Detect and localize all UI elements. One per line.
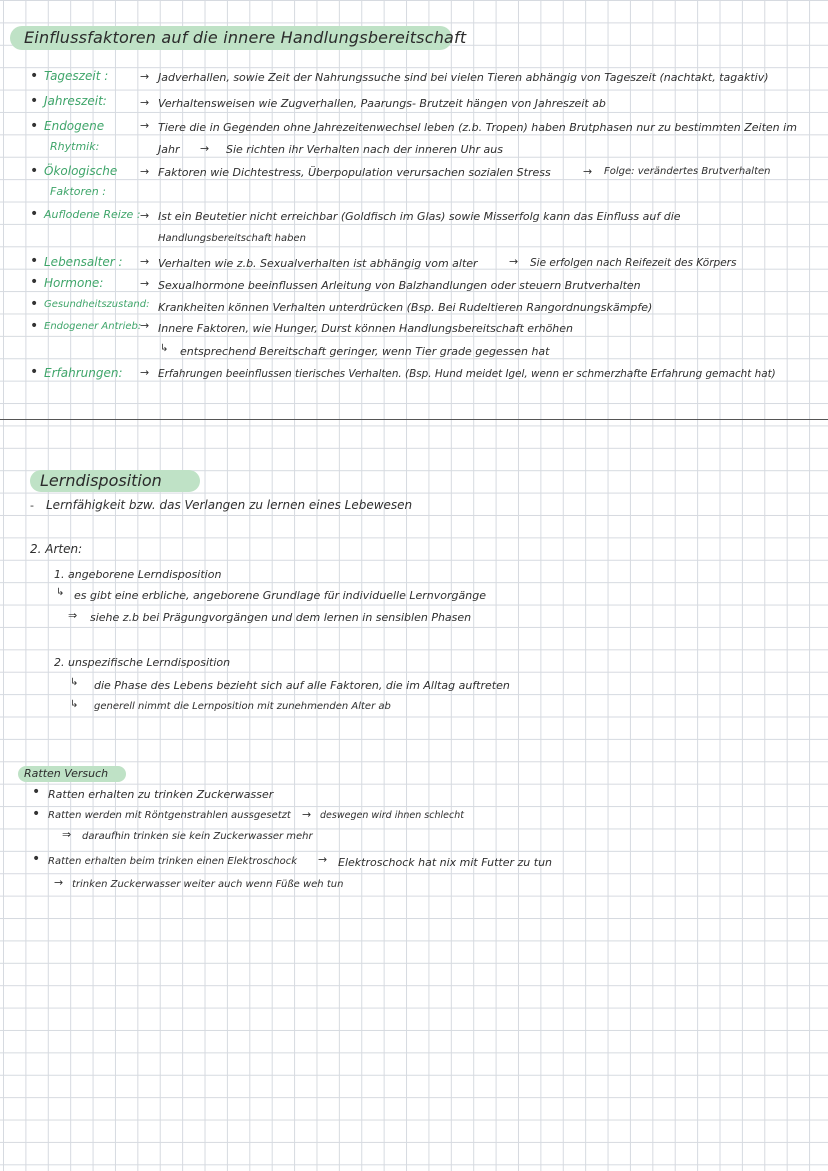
section-title: Einflussfaktoren auf die innere Handlungsbereitschaft xyxy=(24,28,467,47)
line-text: Elektroschock hat nix mit Futter zu tun xyxy=(338,856,553,869)
factor-text: Krankheiten können Verhalten unterdrücken (Bsp. Bei Rudeltieren Rangordnungskämpfe) xyxy=(158,301,653,314)
definition-text: Lernfähigkeit bzw. das Verlangen zu lernen eines Lebewesen xyxy=(46,498,413,512)
arrow-icon: → xyxy=(140,165,150,178)
arrow-icon: → xyxy=(318,853,328,866)
section-divider xyxy=(0,419,828,420)
double-arrow-icon: ⇒ xyxy=(68,609,78,622)
arrow-icon: → xyxy=(140,366,150,379)
factor-text: Verhaltensweisen wie Zugverhallen, Paarungs- Brutzeit hängen von Jahreszeit ab xyxy=(158,97,606,110)
factor-text: Tiere die in Gegenden ohne Jahrezeitenwechsel leben (z.b. Tropen) haben Brutphasen nur zu bestimmten Zeiten im xyxy=(158,121,797,134)
factor-text-cont: Jahr xyxy=(158,143,180,156)
factor-text-cont: Handlungsbereitschaft haben xyxy=(158,233,306,244)
line-text: Ratten erhalten zu trinken Zuckerwasser xyxy=(48,788,274,801)
line-text: deswegen wird ihnen schlecht xyxy=(320,810,464,821)
factor-term: Jahreszeit: xyxy=(44,94,107,108)
bullet-dot: • xyxy=(30,206,39,222)
factor-text: Faktoren wie Dichtestress, Überpopulation verursachen sozialen Stress xyxy=(158,166,551,179)
section-title-highlight xyxy=(18,766,126,782)
arrow-icon: → xyxy=(583,165,593,178)
section-title-highlight xyxy=(30,470,200,492)
factor-text-after: Folge: verändertes Brutverhalten xyxy=(604,166,771,177)
subheading: 1. angeborene Lerndisposition xyxy=(54,568,222,581)
bullet-dot: • xyxy=(30,364,39,380)
line-text: Ratten werden mit Röntgenstrahlen aussgesetzt xyxy=(48,810,291,821)
factor-term: Auflodene Reize : xyxy=(44,208,141,221)
bullet-dot: • xyxy=(30,253,39,269)
factor-text: Erfahrungen beeinflussen tierisches Verhalten. (Bsp. Hund meidet Igel, wenn er schmerzhafte Erfahrung gemacht hat) xyxy=(158,368,776,380)
factor-term: Gesundheitszustand: xyxy=(44,299,150,310)
section-title: Lerndisposition xyxy=(40,471,162,490)
factor-term: Erfahrungen: xyxy=(44,366,123,380)
bullet-dot: • xyxy=(32,806,41,822)
dash-bullet: - xyxy=(30,499,34,512)
line-text: die Phase des Lebens bezieht sich auf alle Faktoren, die im Alltag auftreten xyxy=(94,679,510,692)
arrow-icon: → xyxy=(140,319,150,332)
return-arrow-icon: ↳ xyxy=(160,343,169,354)
bullet-dot: • xyxy=(30,93,39,109)
factor-term-cont: Faktoren : xyxy=(50,185,106,198)
factor-term: Endogene xyxy=(44,119,105,133)
bullet-dot: • xyxy=(30,118,39,134)
line-text: es gibt eine erbliche, angeborene Grundlage für individuelle Lernvorgänge xyxy=(74,589,486,602)
subheading: 2. unspezifische Lerndisposition xyxy=(54,656,231,669)
line-text: Ratten erhalten beim trinken einen Elektroschock xyxy=(48,856,298,867)
double-arrow-icon: ⇒ xyxy=(62,828,72,841)
return-arrow-icon: ↳ xyxy=(70,677,79,688)
bullet-dot: • xyxy=(32,784,41,800)
line-text: siehe z.b bei Prägungvorgängen und dem lernen in sensiblen Phasen xyxy=(90,611,472,624)
factor-term: Ökologische xyxy=(44,164,118,178)
bullet-dot: • xyxy=(32,851,41,867)
arrow-icon: → xyxy=(140,255,150,268)
arrow-icon: → xyxy=(140,119,150,132)
section-title: Ratten Versuch xyxy=(24,767,109,780)
factor-text: Jadverhallen, sowie Zeit der Nahrungssuche sind bei vielen Tieren abhängig von Tageszeit (nachtakt, tagaktiv) xyxy=(158,71,769,84)
line-text: generell nimmt die Lernposition mit zunehmenden Alter ab xyxy=(94,701,391,712)
arrow-icon: → xyxy=(200,142,210,155)
arten-heading: 2. Arten: xyxy=(30,542,83,556)
factor-text: Verhalten wie z.b. Sexualverhalten ist abhängig vom alter xyxy=(158,257,478,270)
arrow-icon: → xyxy=(140,277,150,290)
bullet-dot: • xyxy=(30,68,39,84)
factor-text-after: Sie erfolgen nach Reifezeit des Körpers xyxy=(530,257,737,269)
arrow-icon: → xyxy=(302,808,312,821)
line-text: daraufhin trinken sie kein Zuckerwasser mehr xyxy=(82,831,313,842)
factor-term-cont: Rhytmik: xyxy=(50,140,100,153)
return-arrow-icon: ↳ xyxy=(56,587,65,598)
factor-term: Tageszeit : xyxy=(44,69,109,83)
arrow-icon: → xyxy=(140,96,150,109)
factor-text: Innere Faktoren, wie Hunger, Durst können Handlungsbereitschaft erhöhen xyxy=(158,322,574,335)
factor-text: Ist ein Beutetier nicht erreichbar (Goldfisch im Glas) sowie Misserfolg kann das Einfluss auf die xyxy=(158,210,681,223)
bullet-dot: • xyxy=(30,163,39,179)
factor-term: Lebensalter : xyxy=(44,255,123,269)
arrow-icon: → xyxy=(140,70,150,83)
factor-text-cont: entsprechend Bereitschaft geringer, wenn Tier grade gegessen hat xyxy=(180,345,550,358)
arrow-icon: → xyxy=(509,255,519,268)
bullet-dot: • xyxy=(30,274,39,290)
factor-term: Endogener Antrieb: xyxy=(44,321,142,332)
arrow-icon: → xyxy=(54,876,64,889)
factor-term: Hormone: xyxy=(44,276,104,290)
factor-text: Sexualhormone beeinflussen Arleitung von Balzhandlungen oder steuern Brutverhalten xyxy=(158,279,641,292)
line-text: trinken Zuckerwasser weiter auch wenn Füße weh tun xyxy=(72,879,344,890)
arrow-icon: → xyxy=(140,209,150,222)
section-title-highlight xyxy=(10,26,467,50)
bullet-dot: • xyxy=(30,296,39,312)
bullet-dot: • xyxy=(30,318,39,334)
return-arrow-icon: ↳ xyxy=(70,699,79,710)
factor-text-cont: Sie richten ihr Verhalten nach der inneren Uhr aus xyxy=(226,143,503,156)
